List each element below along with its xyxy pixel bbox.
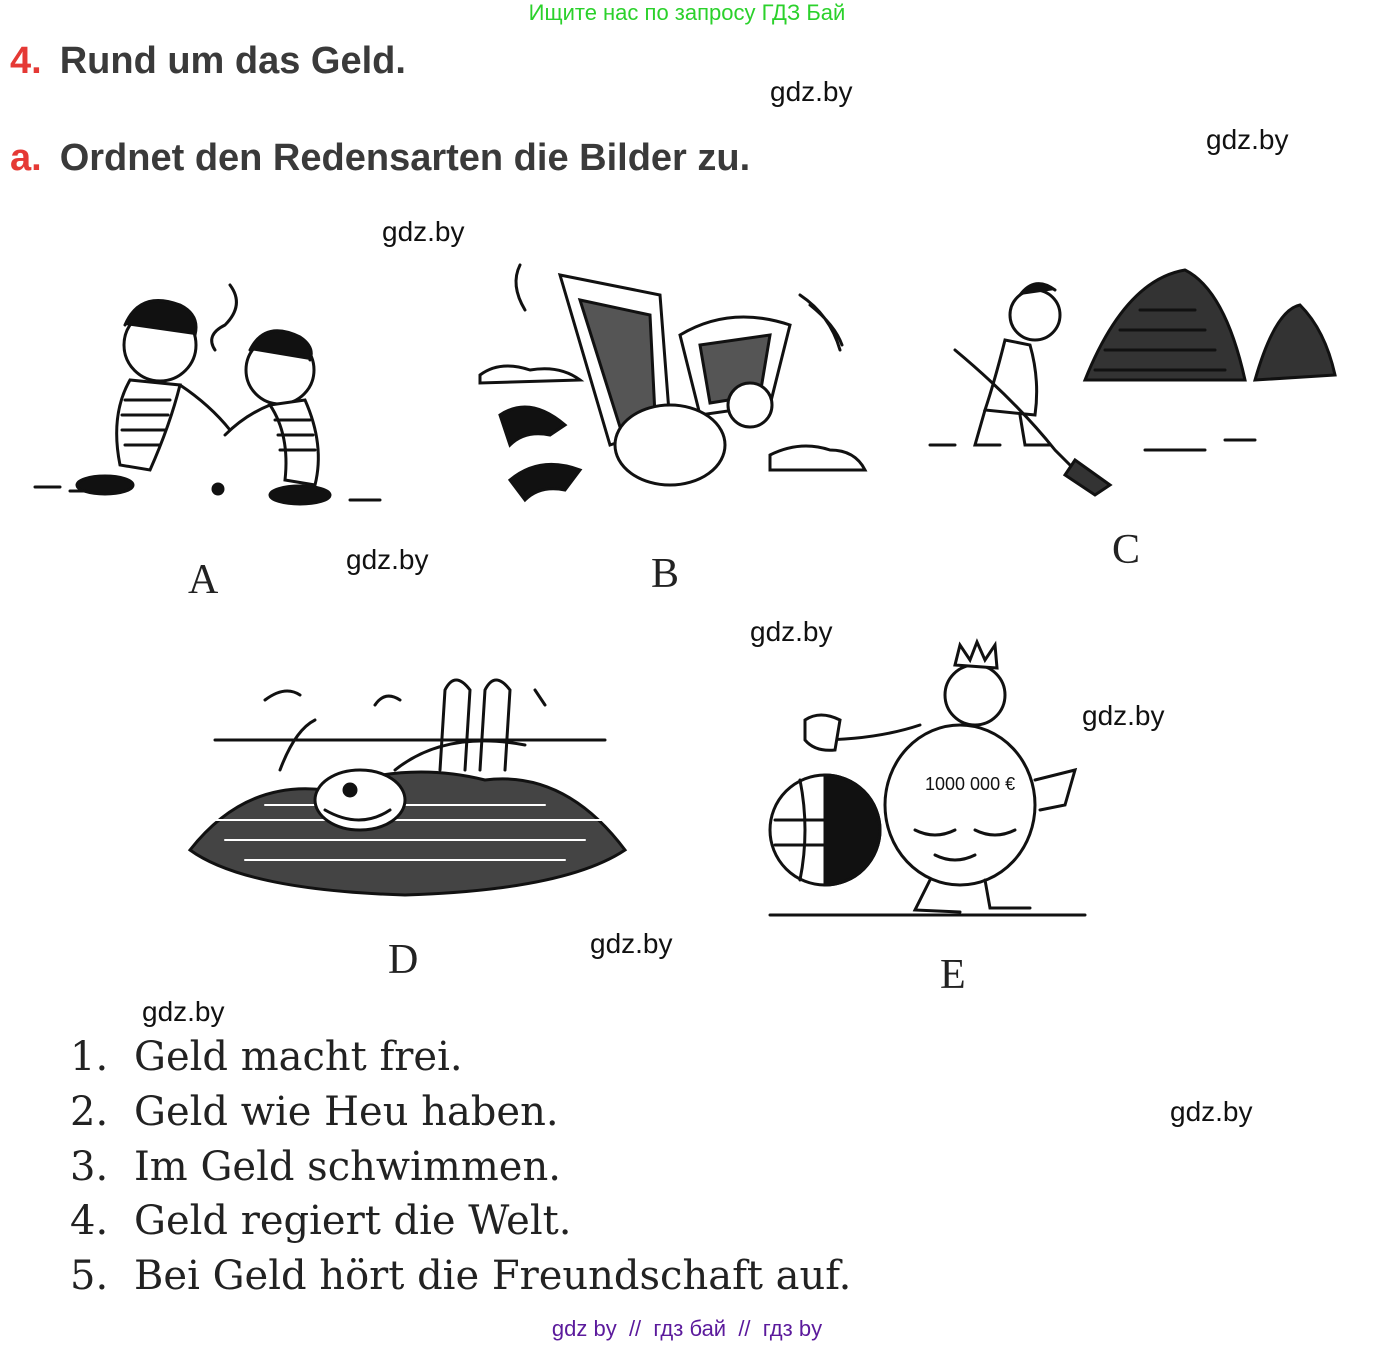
picture-label-d: D <box>388 937 419 983</box>
watermark: gdz.by <box>382 216 465 247</box>
list-item <box>70 1034 463 1080</box>
picture-label-e: E <box>940 952 966 998</box>
task-number: 4. <box>10 40 42 82</box>
list-item-text: Geld macht frei. <box>134 1034 463 1080</box>
watermark: gdz.by <box>770 76 853 107</box>
picture-label-c: C <box>1112 527 1141 573</box>
list-item-number: 2. <box>70 1089 109 1135</box>
watermark: gdz.by <box>142 996 225 1027</box>
watermark: gdz.by <box>590 928 673 959</box>
flying-man-with-banknote-wings-illustration <box>470 255 870 515</box>
list-item-text: Bei Geld hört die Freundschaft auf. <box>134 1253 852 1299</box>
list-item-text: Geld regiert die Welt. <box>134 1198 572 1244</box>
list-item <box>70 1253 851 1299</box>
watermark: gdz.by <box>1206 124 1289 155</box>
watermark: gdz.by <box>1170 1096 1253 1127</box>
subtask-letter: a. <box>10 137 42 179</box>
top-banner: Ищите нас по запросу ГДЗ Бай <box>528 0 846 25</box>
list-item <box>70 1198 571 1244</box>
list-item-number: 5. <box>70 1253 109 1299</box>
picture-label-b: B <box>651 551 680 597</box>
list-item-number: 1. <box>70 1034 109 1080</box>
subtask-heading <box>10 137 750 180</box>
list-item-number: 3. <box>70 1144 109 1190</box>
watermark: gdz.by <box>750 616 833 647</box>
list-item-text: Geld wie Heu haben. <box>134 1089 559 1135</box>
list-item-number: 4. <box>70 1198 109 1244</box>
task-heading <box>10 40 406 83</box>
list-item-text: Im Geld schwimmen. <box>134 1144 561 1190</box>
watermark: gdz.by <box>1082 700 1165 731</box>
two-boys-quarrel-over-coin-illustration <box>30 265 390 515</box>
footer-watermark: gdz by // гдз бай // гдз by <box>551 1316 823 1341</box>
money-bag-king-with-globe-illustration <box>765 640 1095 925</box>
svg-text:1000 000 €: 1000 000 € <box>925 774 1016 794</box>
watermark: gdz.by <box>346 544 429 575</box>
subtask-title: Ordnet den Redensarten die Bilder zu. <box>59 137 751 179</box>
man-shoveling-money-haystack-illustration <box>925 250 1345 500</box>
picture-label-a: A <box>188 557 219 603</box>
list-item <box>70 1144 561 1190</box>
list-item <box>70 1089 559 1135</box>
man-swimming-in-money-pool-illustration <box>185 660 630 905</box>
task-title: Rund um das Geld. <box>59 40 406 82</box>
